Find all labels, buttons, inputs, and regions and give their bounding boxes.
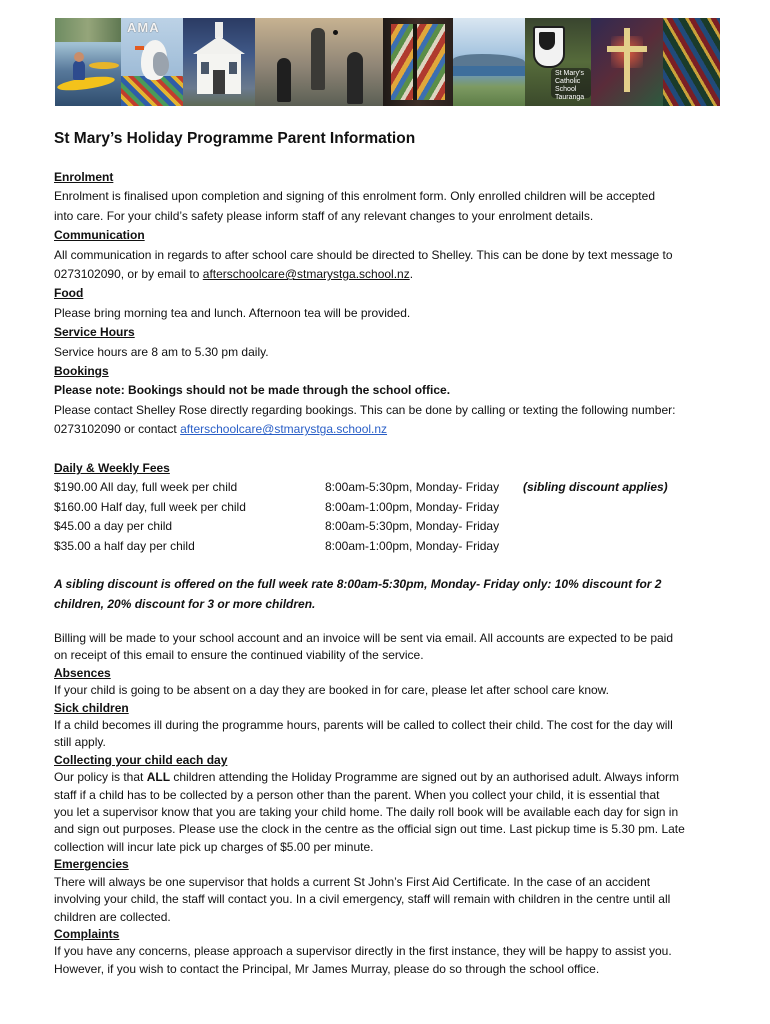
fee-price: $35.00 a half day per child	[54, 538, 195, 553]
billing-text: on receipt of this email to ensure the continued viability of the service.	[54, 648, 424, 663]
mosaic-art-photo	[383, 18, 453, 106]
emergencies-text: involving your child, the staff will contact you. In a civil emergency, staff will remain with children in the centre until all	[54, 892, 671, 907]
fee-row	[54, 478, 724, 497]
header-banner	[55, 18, 720, 106]
section-heading-fees: Daily & Weekly Fees	[54, 461, 170, 476]
section-heading-collecting: Collecting your child each day	[54, 752, 228, 767]
fee-price: $160.00 Half day, full week per child	[54, 499, 246, 514]
food-text: Please bring morning tea and lunch. Afternoon tea will be provided.	[54, 305, 411, 320]
section-heading-absences: Absences	[54, 665, 111, 680]
fee-row	[54, 498, 724, 517]
section-heading-sick-children: Sick children	[54, 700, 129, 715]
stained-glass-cross-photo	[591, 18, 663, 106]
email-link[interactable]: afterschoolcare@stmarystga.school.nz	[202, 267, 410, 282]
collecting-text: you let a supervisor know that you are taking your child home. The daily roll book will be available each day for sign in	[54, 805, 679, 820]
fee-hours: 8:00am-1:00pm, Monday- Friday	[325, 499, 500, 514]
school-name-caption: St Mary's Catholic School Tauranga	[555, 70, 585, 101]
section-heading-service-hours: Service Hours	[54, 325, 135, 340]
fee-note: (sibling discount applies)	[523, 480, 668, 495]
seagull-mosaic-photo	[121, 18, 183, 106]
statue-people-photo	[255, 18, 383, 106]
bookings-text: 0273102090 or contact afterschoolcare@stmarystga.school.nz	[54, 422, 388, 437]
white-building-photo	[183, 18, 255, 106]
fee-price: $190.00 All day, full week per child	[54, 480, 238, 495]
emergencies-text: There will always be one supervisor that holds a current St John’s First Aid Certificate. In the case of an accident	[54, 874, 651, 889]
billing-text: Billing will be made to your school account and an invoice will be sent via email. All accounts are expected to be paid	[54, 631, 674, 645]
document-body-top	[54, 168, 724, 614]
fee-row	[54, 537, 724, 556]
emergencies-text: children are collected.	[54, 909, 171, 924]
fee-row	[54, 517, 724, 536]
bookings-note: Please note: Bookings should not be made through the school office.	[54, 383, 451, 398]
absences-text: If your child is going to be absent on a day they are booked in for care, please let after school care know.	[54, 683, 609, 698]
service-hours-text: Service hours are 8 am to 5.30 pm daily.	[54, 344, 269, 359]
email-link[interactable]: afterschoolcare@stmarystga.school.nz	[180, 422, 388, 437]
sibling-discount-text: children, 20% discount for 3 or more children.	[54, 596, 316, 611]
section-heading-bookings: Bookings	[54, 364, 109, 379]
sibling-discount-text: A sibling discount is offered on the full week rate 8:00am-5:30pm, Monday- Friday only: 10% discount for 2	[54, 577, 662, 592]
document-body-bottom	[54, 630, 724, 978]
collecting-text: collection will incur late pick up charges of $5.00 per minute.	[54, 839, 374, 854]
collecting-text: Our policy is that ALL children attending the Holiday Programme are signed out by an authorised adult. Always inform	[54, 770, 679, 785]
fee-hours: 8:00am-5:30pm, Monday- Friday	[325, 519, 500, 534]
complaints-text: However, if you wish to contact the Principal, Mr James Murray, please do so through the school office.	[54, 961, 600, 976]
section-heading-emergencies: Emergencies	[54, 857, 129, 872]
enrolment-text: into care. For your child’s safety please inform staff of any relevant changes to your enrolment details.	[54, 208, 594, 223]
kayak-photo	[55, 18, 121, 106]
school-crest-photo	[525, 18, 591, 106]
fee-hours: 8:00am-1:00pm, Monday- Friday	[325, 538, 500, 553]
stained-glass-photo	[663, 18, 720, 106]
fee-price: $45.00 a day per child	[54, 519, 173, 534]
sick-children-text: If a child becomes ill during the programme hours, parents will be called to collect their child. The cost for the day will	[54, 718, 673, 733]
section-heading-complaints: Complaints	[54, 926, 120, 941]
page-title: St Mary’s Holiday Programme Parent Information	[54, 130, 416, 147]
collecting-text: and sign out purposes. Please use the clock in the centre as the official sign out time. Last pickup time is 5.30 pm. Late	[54, 822, 685, 837]
river-landscape-photo	[453, 18, 525, 106]
bookings-text: Please contact Shelley Rose directly regarding bookings. This can be done by calling or texting the following number:	[54, 402, 676, 417]
communication-text: All communication in regards to after school care should be directed to Shelley. This can be done by text message to	[54, 247, 673, 262]
enrolment-text: Enrolment is finalised upon completion and signing of this enrolment form. Only enrolled children will be accepted	[54, 189, 655, 204]
section-heading-enrolment: Enrolment	[54, 170, 114, 184]
collecting-text: staff if a child has to be collected by a person other than the parent. When you collect your child, it is essential that	[54, 787, 660, 802]
section-heading-communication: Communication	[54, 228, 145, 243]
sign-lettering: AMA	[127, 20, 160, 35]
fee-hours: 8:00am-5:30pm, Monday- Friday	[325, 480, 500, 495]
section-heading-food: Food	[54, 286, 84, 301]
communication-text: 0273102090, or by email to afterschoolcare@stmarystga.school.nz.	[54, 267, 414, 282]
sick-children-text: still apply.	[54, 735, 106, 750]
complaints-text: If you have any concerns, please approach a supervisor directly in the first instance, they will be happy to assist you.	[54, 944, 672, 959]
